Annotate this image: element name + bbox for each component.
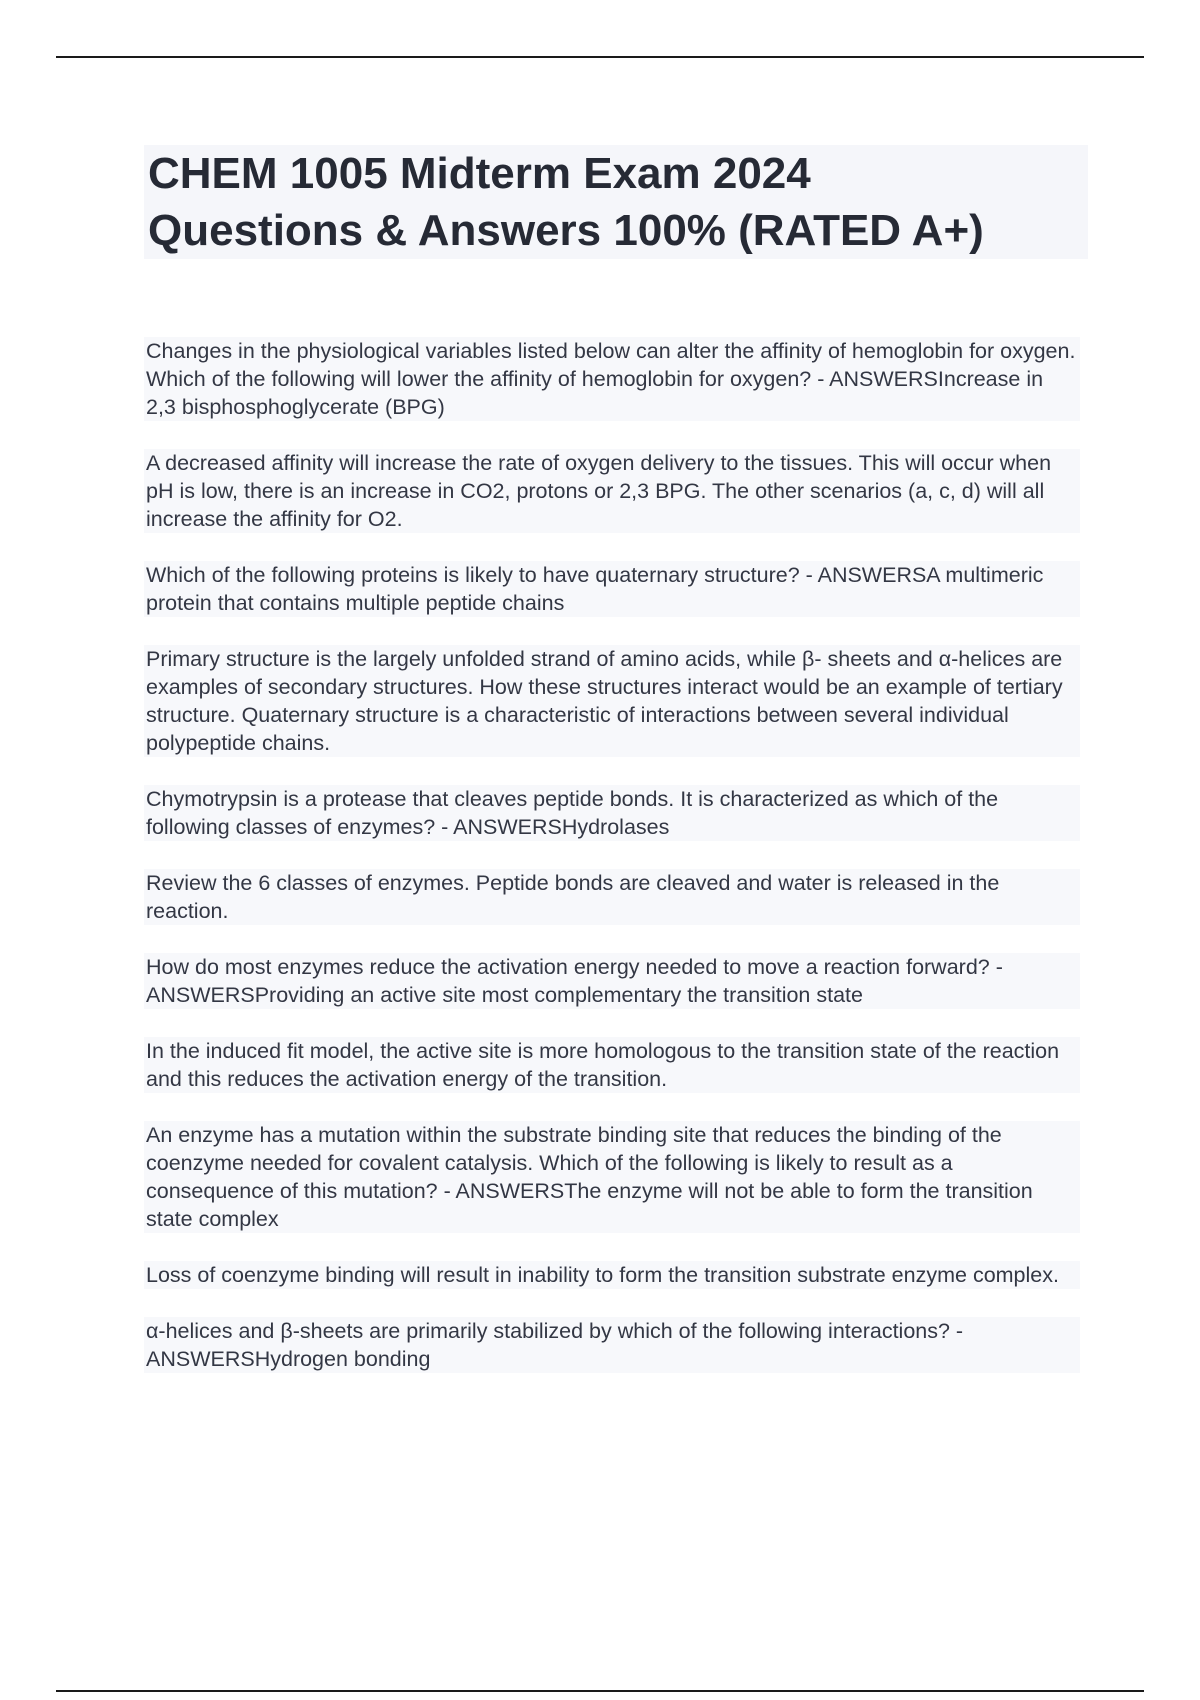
bottom-rule xyxy=(56,1690,1144,1692)
question-paragraph: An enzyme has a mutation within the substrate binding site that reduces the binding of the coenzyme needed for covalent catalysis. Which of the following is likely to result as a consequence of this mutation? - ANSWERSThe enzyme will not be able to form the transition state complex xyxy=(144,1121,1080,1233)
explanation-paragraph: A decreased affinity will increase the rate of oxygen delivery to the tissues. This will occur when pH is low, there is an increase in CO2, protons or 2,3 BPG. The other scenarios (a, c, d) will all increase the affinity for O2. xyxy=(144,449,1080,533)
title-line-1: CHEM 1005 Midterm Exam 2024 xyxy=(148,149,811,198)
title-line-2: Questions & Answers 100% (RATED A+) xyxy=(148,206,984,255)
question-paragraph: How do most enzymes reduce the activation energy needed to move a reaction forward? - ANSWERSProviding an active site most complementary the transition state xyxy=(144,953,1080,1009)
question-paragraph: Chymotrypsin is a protease that cleaves peptide bonds. It is characterized as which of the following classes of enzymes? - ANSWERSHydrolases xyxy=(144,785,1080,841)
document-body xyxy=(144,337,1080,1401)
top-rule xyxy=(56,56,1144,58)
page-title xyxy=(144,145,1088,259)
explanation-paragraph: Loss of coenzyme binding will result in inability to form the transition substrate enzyme complex. xyxy=(144,1261,1080,1289)
question-paragraph: Changes in the physiological variables listed below can alter the affinity of hemoglobin for oxygen. Which of the following will lower the affinity of hemoglobin for oxygen? - ANSWERSIncrease in 2,3 bisphosphoglycerate (BPG) xyxy=(144,337,1080,421)
question-paragraph: α-helices and β-sheets are primarily stabilized by which of the following interactions? - ANSWERSHydrogen bonding xyxy=(144,1317,1080,1373)
explanation-paragraph: Review the 6 classes of enzymes. Peptide bonds are cleaved and water is released in the reaction. xyxy=(144,869,1080,925)
question-paragraph: Which of the following proteins is likely to have quaternary structure? - ANSWERSA multimeric protein that contains multiple peptide chains xyxy=(144,561,1080,617)
explanation-paragraph: Primary structure is the largely unfolded strand of amino acids, while β- sheets and α-helices are examples of secondary structures. How these structures interact would be an example of tertiary structure. Quaternary structure is a characteristic of interactions between several individual polypeptide chains. xyxy=(144,645,1080,757)
explanation-paragraph: In the induced fit model, the active site is more homologous to the transition state of the reaction and this reduces the activation energy of the transition. xyxy=(144,1037,1080,1093)
